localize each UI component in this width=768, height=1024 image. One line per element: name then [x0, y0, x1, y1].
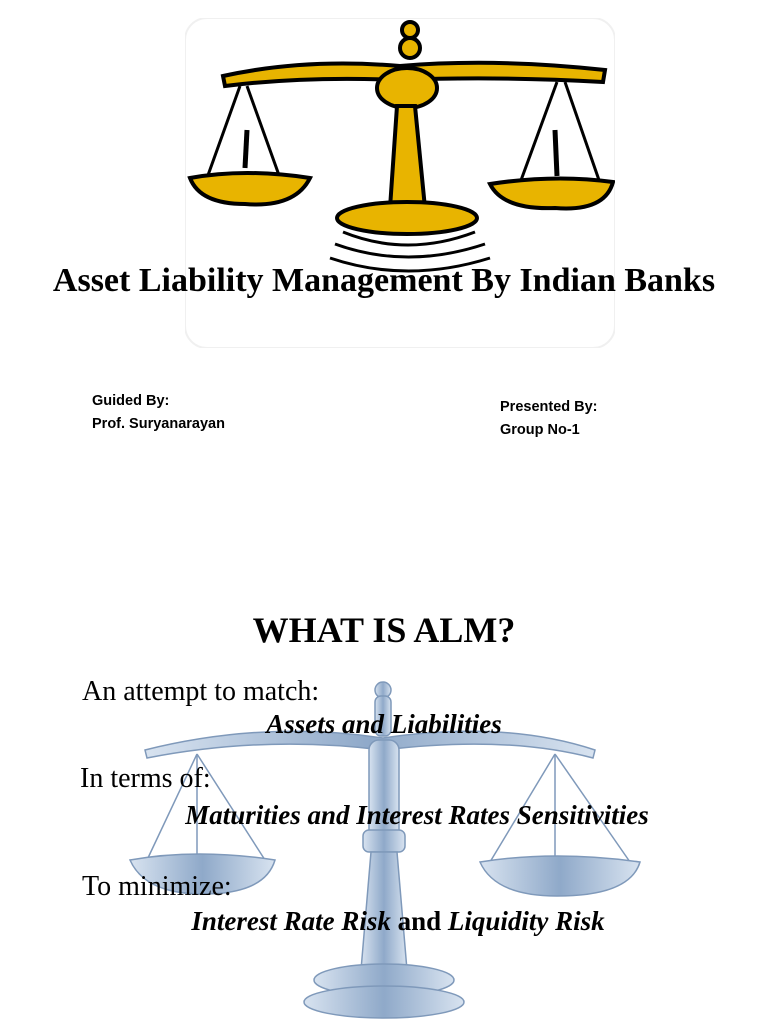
group-name: Group No-1 — [500, 422, 580, 438]
presentation-title: Asset Liability Management By Indian Banks — [52, 262, 716, 299]
intro-line-minimize: To minimize: — [82, 871, 232, 902]
slide-heading: WHAT IS ALM? — [252, 610, 516, 650]
emphasis-assets-liabilities: Assets and Liabilities — [266, 709, 502, 739]
guide-name: Prof. Suryanarayan — [92, 416, 225, 432]
emphasis-maturities: Maturities and Interest Rates Sensitivities — [185, 800, 649, 830]
emphasis-risks — [0, 904, 768, 938]
presented-by-label: Presented By: — [500, 399, 598, 415]
liquidity-risk: Liquidity Risk — [447, 906, 605, 936]
intro-line-match: An attempt to match: — [82, 676, 320, 707]
alm-definition-slide — [0, 560, 768, 1024]
interest-rate-risk: Interest Rate Risk — [191, 906, 391, 936]
and-connector: and — [390, 906, 448, 936]
presented-by-block — [500, 396, 598, 442]
intro-line-terms: In terms of: — [80, 763, 211, 794]
guided-by-block — [92, 390, 225, 436]
guided-by-label: Guided By: — [92, 393, 170, 409]
